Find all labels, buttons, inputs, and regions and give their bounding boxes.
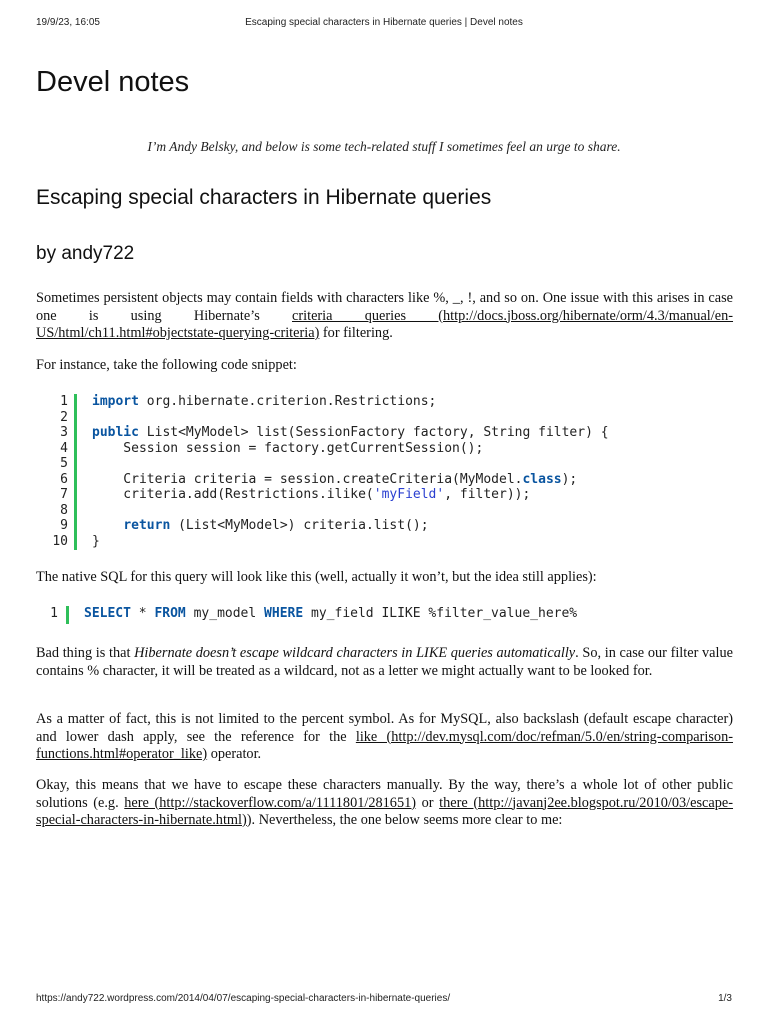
- text: As a matter of fact, this is not limited to the percent symbol. As for MySQL, also backslash (default escape character) and lower dash apply, see the reference for the: [36, 711, 733, 745]
- keyword: import: [92, 394, 139, 409]
- paragraph-mysql: [36, 711, 733, 764]
- code-line: [36, 606, 733, 622]
- stackoverflow-link[interactable]: here (http://stackoverflow.com/a/1111801/281651): [124, 794, 417, 811]
- code-line: [36, 425, 733, 441]
- code-snippet-sql: [36, 606, 733, 624]
- text: Bad thing is that: [36, 645, 135, 661]
- code-text: [92, 472, 577, 488]
- paragraph-escape-manually: [36, 777, 733, 830]
- code-text: [92, 487, 530, 503]
- string-literal: 'myField': [373, 487, 445, 502]
- keyword: SELECT: [84, 606, 131, 621]
- blogspot-link[interactable]: there (http://javanj2ee.blogspot.ru/2010/03/escape-special-characters-in-hibernate.html): [36, 794, 734, 828]
- code-line: [36, 487, 733, 503]
- text: operator.: [207, 746, 262, 762]
- paragraph-native-sql: The native SQL for this query will look like this (well, actually it won’t, but the idea still applies):: [36, 569, 597, 585]
- code-text: Session session = factory.getCurrentSession();: [92, 440, 484, 456]
- code-fragment: *: [130, 606, 155, 621]
- text: or: [416, 794, 440, 811]
- code-fragment: org.hibernate.criterion.Restrictions;: [138, 394, 437, 409]
- print-datetime: 19/9/23, 16:05: [36, 17, 100, 28]
- code-line: [36, 534, 733, 550]
- text: ). Nevertheless, the one below seems more clear to me:: [246, 812, 563, 828]
- post-byline: by andy722: [36, 243, 135, 264]
- code-text: [92, 425, 609, 441]
- code-fragment: Criteria criteria = session.createCriteria(MyModel.: [92, 471, 523, 487]
- code-snippet-java: [36, 394, 733, 550]
- print-page-number: 1/3: [718, 993, 732, 1004]
- paragraph-intro: [36, 290, 733, 343]
- code-fragment: my_field ILIKE %filter_value_here%: [303, 606, 578, 621]
- line-number: 10: [52, 533, 68, 549]
- line-number: 1: [50, 606, 58, 621]
- code-line: [36, 472, 733, 488]
- keyword: return: [123, 518, 171, 533]
- text: . So, in case our filter value contains % character, it will be treated as a wildcard, not as a letter we might actually want to be looked for.: [36, 645, 733, 679]
- code-line: [36, 394, 733, 410]
- code-fragment: );: [561, 471, 578, 487]
- print-footer: [36, 993, 732, 1007]
- code-line: [36, 410, 733, 426]
- print-header: [36, 17, 732, 31]
- text: for filtering.: [319, 325, 393, 341]
- like-operator-link[interactable]: like (http://dev.mysql.com/doc/refman/5.0/en/string-comparison-functions.html#operator_like): [36, 728, 733, 762]
- code-line: [36, 441, 733, 457]
- paragraph-instance: For instance, take the following code snippet:: [36, 357, 297, 373]
- line-number: 3: [60, 425, 68, 440]
- code-fragment: List<MyModel> list(SessionFactory factory, String filter) {: [138, 425, 609, 440]
- site-tagline: I’m Andy Belsky, and below is some tech-related stuff I sometimes feel an urge to share.: [147, 139, 621, 154]
- code-line: [36, 503, 733, 519]
- line-number: 9: [60, 518, 68, 533]
- post-title[interactable]: Escaping special characters in Hibernate queries: [36, 186, 492, 209]
- code-text: [92, 394, 436, 410]
- line-number: 1: [60, 394, 68, 409]
- code-fragment: criteria.add(Restrictions.ilike(: [92, 487, 374, 502]
- criteria-queries-link[interactable]: criteria queries (http://docs.jboss.org/hibernate/orm/4.3/manual/en-US/html/ch11.html#objectstate-querying-criteria): [36, 307, 734, 341]
- keyword: WHERE: [264, 606, 304, 621]
- print-url: https://andy722.wordpress.com/2014/04/07/escaping-special-characters-in-hibernate-queries/: [36, 993, 451, 1004]
- keyword: public: [92, 425, 139, 440]
- code-line: [36, 518, 733, 534]
- line-number: 7: [60, 487, 68, 502]
- text: Sometimes persistent objects may contain fields with characters like %, _, !, and so on. One issue with this arises in case one is using Hibernate’s: [36, 290, 733, 324]
- paragraph-bad-thing: [36, 645, 733, 680]
- code-fragment: (List<MyModel>) criteria.list();: [170, 518, 429, 533]
- code-fragment: my_model: [185, 606, 265, 621]
- site-title[interactable]: Devel notes: [36, 66, 190, 98]
- emphasis-text: Hibernate doesn’t escape wildcard characters in LIKE queries automatically: [134, 645, 576, 661]
- line-number: 6: [60, 471, 68, 487]
- code-fragment: [92, 518, 123, 533]
- code-text: }: [92, 533, 100, 549]
- line-number: 2: [60, 409, 68, 425]
- code-text: [92, 518, 429, 534]
- text: Okay, this means that we have to escape these characters manually. By the way, there’s a whole lot of other public solutions (e.g.: [36, 777, 733, 811]
- code-fragment: , filter));: [444, 487, 531, 502]
- keyword: class: [522, 471, 562, 487]
- code-text: [84, 606, 577, 622]
- line-number: 5: [60, 456, 68, 471]
- line-number: 8: [60, 502, 68, 518]
- keyword: FROM: [154, 606, 186, 621]
- print-page-title: Escaping special characters in Hibernate queries | Devel notes: [245, 17, 523, 28]
- line-number: 4: [60, 440, 68, 456]
- code-line: [36, 456, 733, 472]
